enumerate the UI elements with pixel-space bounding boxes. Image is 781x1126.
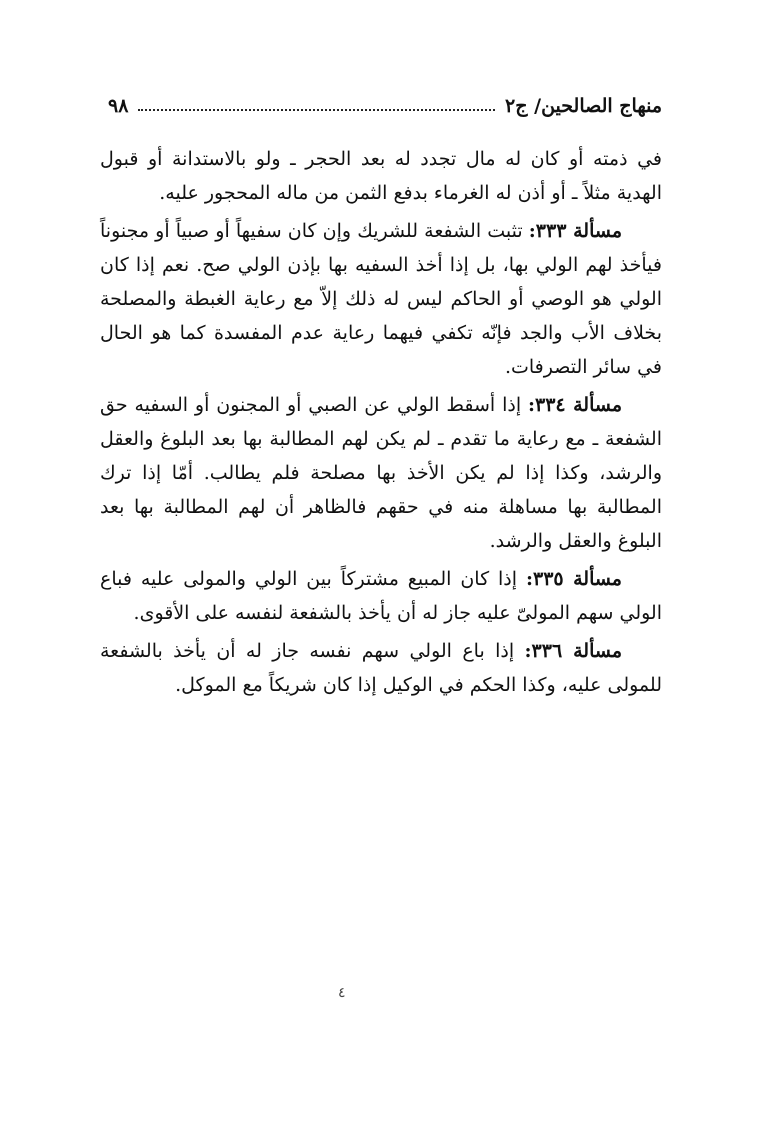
issue-334 bbox=[100, 388, 662, 558]
header-dot-leader bbox=[138, 109, 495, 111]
body-text bbox=[100, 142, 662, 706]
page-number: ٩٨ bbox=[108, 95, 129, 117]
footer-mark: ٤ bbox=[338, 985, 346, 1001]
page-header bbox=[100, 88, 662, 124]
paragraph-text: إذا باع الولي سهم نفسه جاز له أن يأخذ بالشفعة للمولى عليه، وكذا الحكم في الوكيل إذا كان شريكاً مع الموكل. bbox=[100, 640, 662, 696]
issue-336 bbox=[100, 634, 662, 702]
book-title: منهاج الصالحين/ ج٢ bbox=[505, 95, 662, 117]
issue-label: مسألة ٣٣٦: bbox=[524, 640, 622, 662]
issue-label: مسألة ٣٣٥: bbox=[525, 568, 622, 590]
issue-label: مسألة ٣٣٣: bbox=[528, 220, 622, 242]
paragraph-text: إذا أسقط الولي عن الصبي أو المجنون أو السفيه حق الشفعة ـ مع رعاية ما تقدم ـ لم يكن لهم المطالبة بها بعد البلوغ والعقل والرشد، وكذا إذا لم يكن الأخذ بها مصلحة فلم يطالب. أمّا إذا ترك المطالبة بها مساهلة منه في حقهم فالظاهر أن لهم المطالبة بها بعد البلوغ والعقل والرشد. bbox=[100, 394, 662, 552]
paragraph-continuation bbox=[100, 142, 662, 210]
issue-333 bbox=[100, 214, 662, 384]
paragraph-text: تثبت الشفعة للشريك وإن كان سفيهاً أو صبياً أو مجنوناً فيأخذ لهم الولي بها، بل إذا أخذ السفيه بها بإذن الولي صح. نعم إذا كان الولي هو الوصي أو الحاكم ليس له ذلك إلاّ مع رعاية الغبطة والمصلحة بخلاف الأب والجد فإنّه تكفي فيهما رعاية عدم المفسدة كما هو الحال في سائر التصرفات. bbox=[100, 220, 662, 378]
paragraph-text: في ذمته أو كان له مال تجدد له بعد الحجر ـ ولو بالاستدانة أو قبول الهدية مثلاً ـ أو أذن له الغرماء بدفع الثمن من ماله المحجور عليه. bbox=[100, 148, 662, 204]
issue-label: مسألة ٣٣٤: bbox=[528, 394, 622, 416]
paragraph-text: إذا كان المبيع مشتركاً بين الولي والمولى عليه فباع الولي سهم المولىّ عليه جاز له أن يأخذ بالشفعة لنفسه على الأقوى. bbox=[100, 568, 662, 624]
issue-335 bbox=[100, 562, 662, 630]
